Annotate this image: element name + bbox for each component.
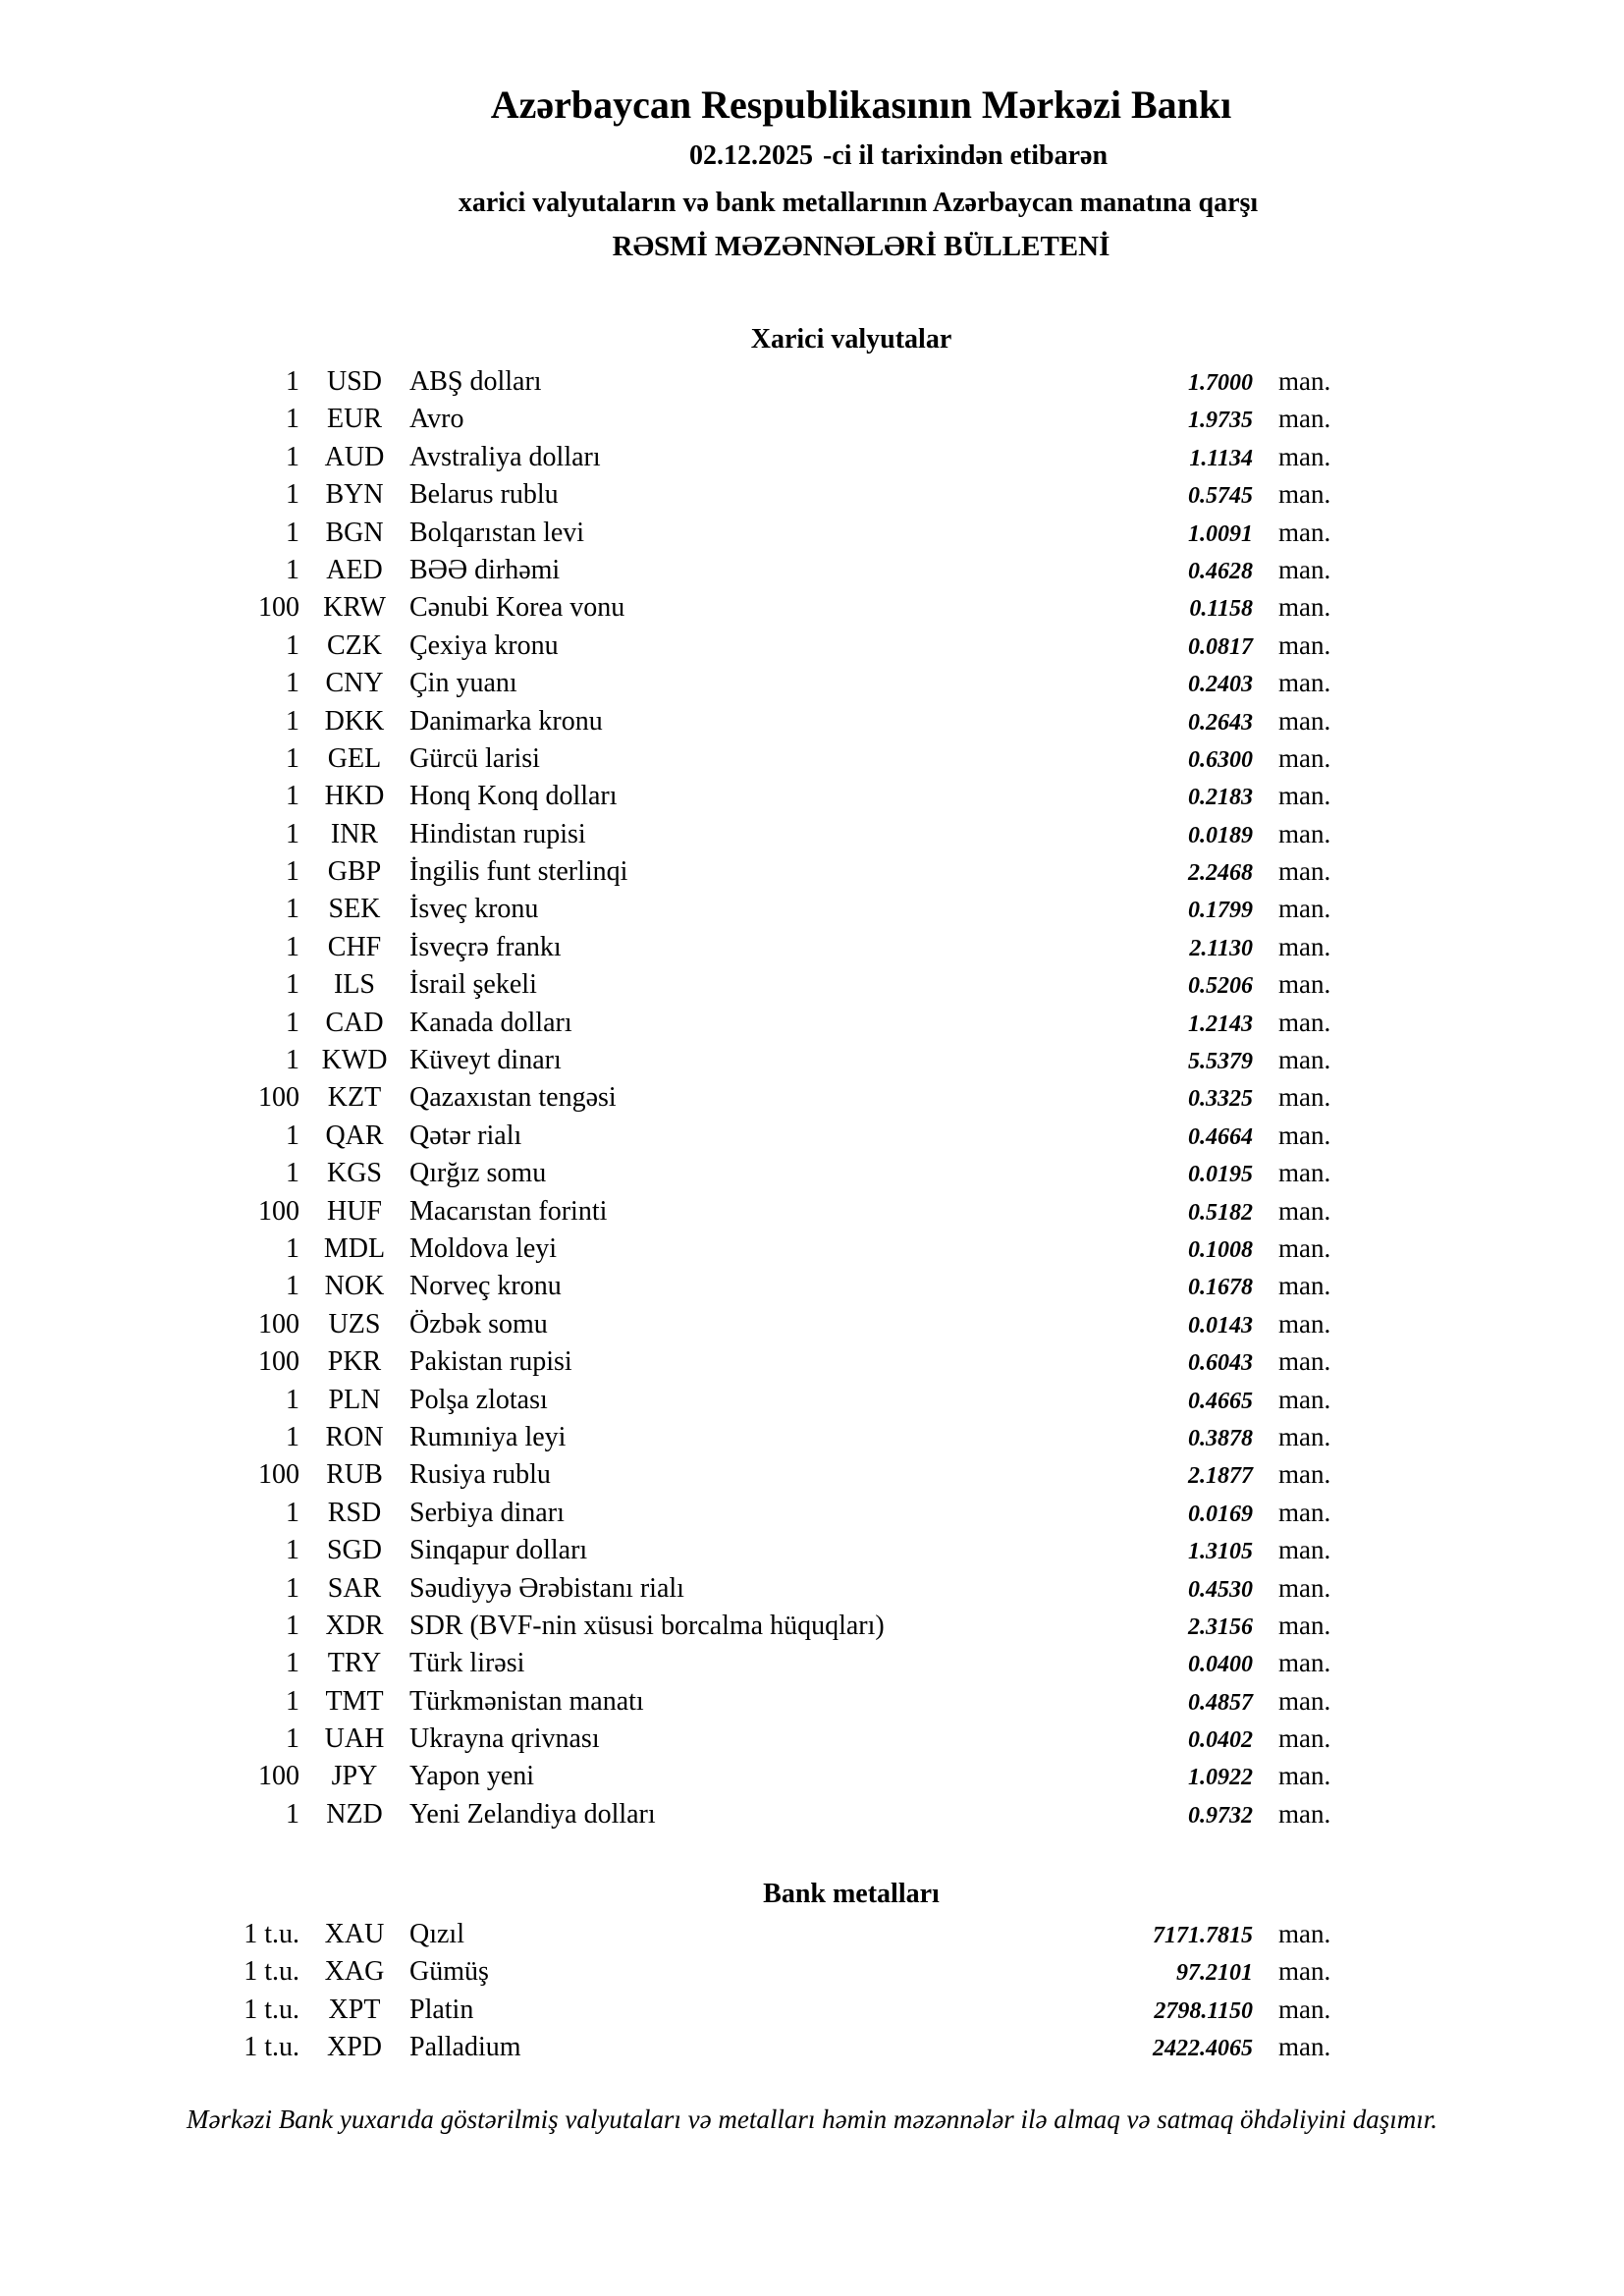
currencies-section-heading: Xarici valyutalar xyxy=(750,324,952,355)
currency-code: ILS xyxy=(334,969,375,1001)
currency-code: PKR xyxy=(327,1346,382,1378)
currency-code: TMT xyxy=(325,1685,384,1717)
exchange-rate: 0.4665 xyxy=(1188,1388,1253,1414)
unit-label: man. xyxy=(1278,931,1331,961)
currency-code: KRW xyxy=(323,592,386,624)
rate-row xyxy=(147,1795,1367,1832)
currency-code: EUR xyxy=(327,404,382,435)
quantity: 100 xyxy=(258,1459,299,1491)
currency-name: Platin xyxy=(409,1994,474,2025)
quantity: 1 xyxy=(286,629,299,661)
quantity: 1 xyxy=(286,1572,299,1604)
exchange-rate: 7171.7815 xyxy=(1153,1923,1253,1948)
currency-name: Moldova leyi xyxy=(409,1232,558,1264)
quantity: 1 t.u. xyxy=(244,1956,299,1988)
exchange-rate: 0.3325 xyxy=(1188,1086,1253,1113)
unit-label: man. xyxy=(1278,1572,1331,1603)
rate-row xyxy=(147,890,1367,927)
unit-label: man. xyxy=(1278,517,1331,547)
unit-label: man. xyxy=(1278,1610,1331,1640)
exchange-rate: 0.4664 xyxy=(1188,1123,1253,1150)
currency-name: Gürcü larisi xyxy=(409,742,540,774)
unit-label: man. xyxy=(1278,479,1331,510)
unit-label: man. xyxy=(1278,1158,1331,1188)
rate-row xyxy=(147,438,1367,475)
currency-code: XPD xyxy=(326,2032,382,2063)
currency-code: SAR xyxy=(327,1572,382,1604)
unit-label: man. xyxy=(1278,1798,1331,1829)
currency-name: Qətər rialı xyxy=(409,1120,522,1151)
rate-row xyxy=(147,739,1367,777)
currency-code: XPT xyxy=(328,1994,381,2025)
quantity: 1 xyxy=(286,1421,299,1452)
currency-name: Serbiya dinarı xyxy=(409,1497,565,1528)
currency-code: USD xyxy=(326,366,382,397)
exchange-rate: 1.0091 xyxy=(1188,520,1253,547)
currency-code: QAR xyxy=(325,1120,384,1151)
bulletin-subtitle: xarici valyutaların və bank metallarının Azərbaycan manatına qarşı xyxy=(458,188,1259,218)
currency-name: BƏƏ dirhəmi xyxy=(409,554,561,585)
currency-code: GEL xyxy=(327,742,382,774)
quantity: 1 xyxy=(286,1723,299,1755)
unit-label: man. xyxy=(1278,1120,1331,1150)
currency-name: Norveç kronu xyxy=(409,1271,562,1302)
currency-name: Yapon yeni xyxy=(409,1761,535,1792)
exchange-rate: 0.4628 xyxy=(1188,558,1253,584)
quantity: 1 xyxy=(286,818,299,849)
unit-label: man. xyxy=(1278,818,1331,848)
rate-row xyxy=(147,928,1367,965)
exchange-rate: 0.4530 xyxy=(1188,1576,1253,1603)
unit-label: man. xyxy=(1278,705,1331,736)
quantity: 1 xyxy=(286,366,299,397)
unit-label: man. xyxy=(1278,969,1331,1000)
metals-section-heading: Bank metalları xyxy=(763,1879,940,1909)
currency-code: RSD xyxy=(327,1497,382,1528)
unit-label: man. xyxy=(1278,592,1331,623)
exchange-rate: 0.9732 xyxy=(1188,1802,1253,1829)
currency-name: Danimarka kronu xyxy=(409,705,603,737)
unit-label: man. xyxy=(1278,366,1331,396)
currency-name: Qızıl xyxy=(409,1919,464,1949)
exchange-rate: 0.0169 xyxy=(1188,1501,1253,1527)
rate-row xyxy=(147,1952,1367,1990)
quantity: 1 xyxy=(286,969,299,1001)
unit-label: man. xyxy=(1278,1082,1331,1113)
currency-code: SGD xyxy=(326,1535,382,1566)
currency-name: ABŞ dolları xyxy=(409,366,542,397)
currency-code: KZT xyxy=(327,1082,382,1114)
currency-name: İngilis funt sterlinqi xyxy=(409,856,628,888)
rate-row xyxy=(147,1607,1367,1644)
effective-date-line xyxy=(135,139,1624,173)
rate-row xyxy=(147,1569,1367,1607)
exchange-rate: 1.3105 xyxy=(1188,1539,1253,1565)
unit-label: man. xyxy=(1278,629,1331,660)
quantity: 1 xyxy=(286,1158,299,1189)
currency-name: Səudiyyə Ərəbistanı rialı xyxy=(409,1572,684,1604)
unit-label: man. xyxy=(1278,1956,1331,1987)
quantity: 1 xyxy=(286,705,299,737)
unit-label: man. xyxy=(1278,1535,1331,1565)
currency-name: Honq Konq dolları xyxy=(409,781,618,812)
rate-row xyxy=(147,815,1367,852)
unit-label: man. xyxy=(1278,1007,1331,1037)
exchange-rate: 97.2101 xyxy=(1176,1960,1253,1987)
exchange-rate: 2.3156 xyxy=(1188,1613,1253,1640)
currency-name: Belarus rublu xyxy=(409,479,559,511)
unit-label: man. xyxy=(1278,1919,1331,1948)
rate-row xyxy=(147,514,1367,551)
rate-row xyxy=(147,664,1367,701)
rate-row xyxy=(147,1455,1367,1493)
currency-name: Pakistan rupisi xyxy=(409,1346,572,1378)
currency-name: Gümüş xyxy=(409,1956,489,1988)
currency-code: AED xyxy=(326,554,383,585)
rate-row xyxy=(147,1757,1367,1794)
quantity: 100 xyxy=(258,1082,299,1114)
rate-row xyxy=(147,702,1367,739)
quantity: 1 xyxy=(286,1120,299,1151)
currency-code: NOK xyxy=(324,1271,385,1302)
exchange-rate: 5.5379 xyxy=(1188,1049,1253,1075)
effective-date: 02.12.2025 xyxy=(688,140,813,171)
exchange-rate: 2.2468 xyxy=(1188,860,1253,887)
currency-name: Avstraliya dolları xyxy=(409,441,601,472)
currency-name: Türk lirəsi xyxy=(409,1648,525,1679)
currency-code: CNY xyxy=(325,668,384,699)
exchange-rate: 0.3878 xyxy=(1188,1425,1253,1451)
currency-code: XAG xyxy=(324,1956,385,1988)
exchange-rate: 0.2643 xyxy=(1188,709,1253,736)
currency-name: İsveç kronu xyxy=(409,894,539,925)
unit-label: man. xyxy=(1278,1232,1331,1263)
currency-name: Türkmənistan manatı xyxy=(409,1685,644,1717)
currency-name: Avro xyxy=(409,404,464,435)
exchange-rate: 0.4857 xyxy=(1188,1689,1253,1716)
rate-row xyxy=(147,1154,1367,1191)
rate-row xyxy=(147,852,1367,890)
currency-code: SEK xyxy=(328,894,381,925)
rate-row xyxy=(147,1192,1367,1230)
quantity: 1 xyxy=(286,1535,299,1566)
quantity: 1 xyxy=(286,894,299,925)
unit-label: man. xyxy=(1278,441,1331,471)
rate-row xyxy=(147,362,1367,400)
quantity: 1 t.u. xyxy=(244,1919,299,1949)
unit-label: man. xyxy=(1278,894,1331,924)
unit-label: man. xyxy=(1278,1994,1331,2024)
currency-code: XAU xyxy=(324,1919,385,1949)
quantity: 1 xyxy=(286,1648,299,1679)
currency-name: Özbək somu xyxy=(409,1308,548,1339)
exchange-rate: 0.1008 xyxy=(1188,1236,1253,1263)
quantity: 1 xyxy=(286,1497,299,1528)
rate-row xyxy=(147,1682,1367,1720)
rate-row xyxy=(147,1078,1367,1116)
unit-label: man. xyxy=(1278,742,1331,773)
rate-row xyxy=(147,777,1367,814)
rate-row xyxy=(147,627,1367,664)
quantity: 1 xyxy=(286,1610,299,1641)
rate-row xyxy=(147,475,1367,513)
quantity: 1 xyxy=(286,404,299,435)
quantity: 1 xyxy=(286,1271,299,1302)
rate-row xyxy=(147,588,1367,626)
unit-label: man. xyxy=(1278,1761,1331,1791)
currency-name: Macarıstan forinti xyxy=(409,1195,608,1227)
exchange-rate: 1.1134 xyxy=(1189,445,1253,471)
currency-code: GBP xyxy=(327,856,382,888)
currency-name: Yeni Zelandiya dolları xyxy=(409,1798,656,1830)
bulletin-title: RƏSMİ MƏZƏNNƏLƏRİ BÜLLETENİ xyxy=(612,231,1110,262)
currency-name: Küveyt dinarı xyxy=(409,1045,562,1076)
currency-code: KGS xyxy=(326,1158,382,1189)
unit-label: man. xyxy=(1278,856,1331,887)
exchange-rate: 0.0400 xyxy=(1188,1652,1253,1678)
currency-code: JPY xyxy=(331,1761,378,1792)
exchange-rate: 0.6043 xyxy=(1188,1350,1253,1377)
exchange-rate: 2.1877 xyxy=(1188,1463,1253,1490)
currency-code: KWD xyxy=(321,1045,388,1076)
currency-name: Qazaxıstan tengəsi xyxy=(409,1082,617,1114)
exchange-rate: 0.5745 xyxy=(1188,483,1253,510)
currency-name: Sinqapur dolları xyxy=(409,1535,588,1566)
currency-name: Palladium xyxy=(409,2032,521,2063)
rate-row xyxy=(147,1494,1367,1531)
unit-label: man. xyxy=(1278,1459,1331,1490)
currency-code: HUF xyxy=(326,1195,382,1227)
currency-code: DKK xyxy=(324,705,385,737)
exchange-rate: 1.9735 xyxy=(1188,408,1253,434)
currency-name: Bolqarıstan levi xyxy=(409,517,585,548)
quantity: 1 xyxy=(286,1045,299,1076)
currency-code: PLN xyxy=(328,1384,381,1415)
exchange-rate: 0.0195 xyxy=(1188,1162,1253,1188)
currency-code: MDL xyxy=(323,1232,386,1264)
currency-code: HKD xyxy=(324,781,385,812)
unit-label: man. xyxy=(1278,781,1331,811)
currency-code: INR xyxy=(330,818,379,849)
quantity: 1 xyxy=(286,517,299,548)
exchange-rate: 0.2183 xyxy=(1188,785,1253,811)
rate-row xyxy=(147,1531,1367,1568)
exchange-rate: 0.1799 xyxy=(1188,898,1253,924)
rate-row xyxy=(147,1381,1367,1418)
rate-row xyxy=(147,1004,1367,1041)
quantity: 1 xyxy=(286,1007,299,1038)
currency-code: TRY xyxy=(327,1648,382,1679)
quantity: 1 t.u. xyxy=(244,1994,299,2025)
exchange-rate: 0.1678 xyxy=(1188,1275,1253,1301)
currency-code: RON xyxy=(325,1421,384,1452)
rate-row xyxy=(147,1342,1367,1380)
rate-row xyxy=(147,1305,1367,1342)
currencies-table xyxy=(147,362,1367,1832)
exchange-rate: 0.0402 xyxy=(1188,1727,1253,1754)
currency-name: İsveçrə frankı xyxy=(409,931,562,962)
date-suffix: -ci il tarixindən etibarən xyxy=(822,140,1109,171)
exchange-rate: 0.5182 xyxy=(1188,1199,1253,1226)
currency-name: Çexiya kronu xyxy=(409,629,559,661)
metals-table xyxy=(147,1915,1367,2066)
quantity: 100 xyxy=(258,1195,299,1227)
quantity: 1 xyxy=(286,554,299,585)
quantity: 1 xyxy=(286,742,299,774)
rate-row xyxy=(147,400,1367,437)
currency-name: Rusiya rublu xyxy=(409,1459,551,1491)
unit-label: man. xyxy=(1278,404,1331,434)
quantity: 100 xyxy=(258,1346,299,1378)
exchange-rate: 0.1158 xyxy=(1189,596,1253,623)
unit-label: man. xyxy=(1278,1421,1331,1451)
unit-label: man. xyxy=(1278,554,1331,584)
currency-name: SDR (BVF-nin xüsusi borcalma hüquqları) xyxy=(409,1610,885,1641)
unit-label: man. xyxy=(1278,1685,1331,1716)
exchange-rate: 0.0143 xyxy=(1188,1312,1253,1339)
quantity: 100 xyxy=(258,1308,299,1339)
currency-name: Kanada dolları xyxy=(409,1007,572,1038)
unit-label: man. xyxy=(1278,1384,1331,1414)
currency-name: Hindistan rupisi xyxy=(409,818,586,849)
quantity: 100 xyxy=(258,1761,299,1792)
quantity: 1 xyxy=(286,668,299,699)
exchange-rate: 2798.1150 xyxy=(1154,1997,1253,2024)
footer-note: Mərkəzi Bank yuxarıda göstərilmiş valyutaları və metalları həmin məzənnələr ilə almaq və satmaq öhdəliyini daşımır. xyxy=(186,2105,1437,2134)
unit-label: man. xyxy=(1278,668,1331,698)
rate-row xyxy=(147,1267,1367,1304)
rate-row xyxy=(147,1720,1367,1757)
quantity: 1 xyxy=(286,781,299,812)
exchange-rate: 1.0922 xyxy=(1188,1765,1253,1791)
currency-code: UZS xyxy=(328,1308,381,1339)
rate-row xyxy=(147,965,1367,1003)
unit-label: man. xyxy=(1278,1045,1331,1075)
currency-name: Polşa zlotası xyxy=(409,1384,548,1415)
rate-row xyxy=(147,1230,1367,1267)
currency-name: Çin yuanı xyxy=(409,668,517,699)
exchange-rate: 0.0189 xyxy=(1188,822,1253,848)
rate-row xyxy=(147,1991,1367,2028)
rate-row xyxy=(147,1915,1367,1952)
quantity: 1 xyxy=(286,931,299,962)
rate-row xyxy=(147,551,1367,588)
rate-row xyxy=(147,1041,1367,1078)
unit-label: man. xyxy=(1278,1308,1331,1339)
bank-name: Azərbaycan Respublikasının Mərkəzi Bankı xyxy=(490,82,1232,127)
currency-code: RUB xyxy=(326,1459,383,1491)
exchange-rate: 2.1130 xyxy=(1189,935,1253,961)
quantity: 1 xyxy=(286,1798,299,1830)
currency-name: Qırğız somu xyxy=(409,1158,547,1189)
currency-code: CHF xyxy=(327,931,382,962)
currency-name: Ukrayna qrivnası xyxy=(409,1723,600,1755)
unit-label: man. xyxy=(1278,1346,1331,1377)
quantity: 1 xyxy=(286,1232,299,1264)
quantity: 1 xyxy=(286,441,299,472)
quantity: 1 xyxy=(286,479,299,511)
currency-name: İsrail şekeli xyxy=(409,969,537,1001)
currency-name: Rumıniya leyi xyxy=(409,1421,567,1452)
exchange-rate: 1.2143 xyxy=(1188,1011,1253,1037)
currency-code: XDR xyxy=(325,1610,384,1641)
rate-row xyxy=(147,2028,1367,2065)
exchange-rate: 2422.4065 xyxy=(1153,2036,1253,2062)
unit-label: man. xyxy=(1278,1723,1331,1754)
exchange-rate: 0.0817 xyxy=(1188,633,1253,660)
rate-row xyxy=(147,1644,1367,1681)
unit-label: man. xyxy=(1278,2032,1331,2062)
quantity: 100 xyxy=(258,592,299,624)
currency-name: Cənubi Korea vonu xyxy=(409,592,625,624)
exchange-rate: 1.7000 xyxy=(1188,370,1253,396)
currency-code: BGN xyxy=(325,517,384,548)
currency-code: NZD xyxy=(326,1798,383,1830)
unit-label: man. xyxy=(1278,1648,1331,1678)
unit-label: man. xyxy=(1278,1271,1331,1301)
quantity: 1 t.u. xyxy=(244,2032,299,2063)
currency-code: UAH xyxy=(324,1723,385,1755)
currency-code: AUD xyxy=(324,441,385,472)
quantity: 1 xyxy=(286,1685,299,1717)
exchange-rate: 0.2403 xyxy=(1188,672,1253,698)
currency-code: BYN xyxy=(325,479,384,511)
rate-row xyxy=(147,1418,1367,1455)
quantity: 1 xyxy=(286,856,299,888)
currency-code: CZK xyxy=(327,629,382,661)
exchange-rate: 0.6300 xyxy=(1188,746,1253,773)
quantity: 1 xyxy=(286,1384,299,1415)
currency-code: CAD xyxy=(325,1007,384,1038)
rate-row xyxy=(147,1117,1367,1154)
unit-label: man. xyxy=(1278,1497,1331,1527)
unit-label: man. xyxy=(1278,1195,1331,1226)
exchange-rate: 0.5206 xyxy=(1188,973,1253,1000)
